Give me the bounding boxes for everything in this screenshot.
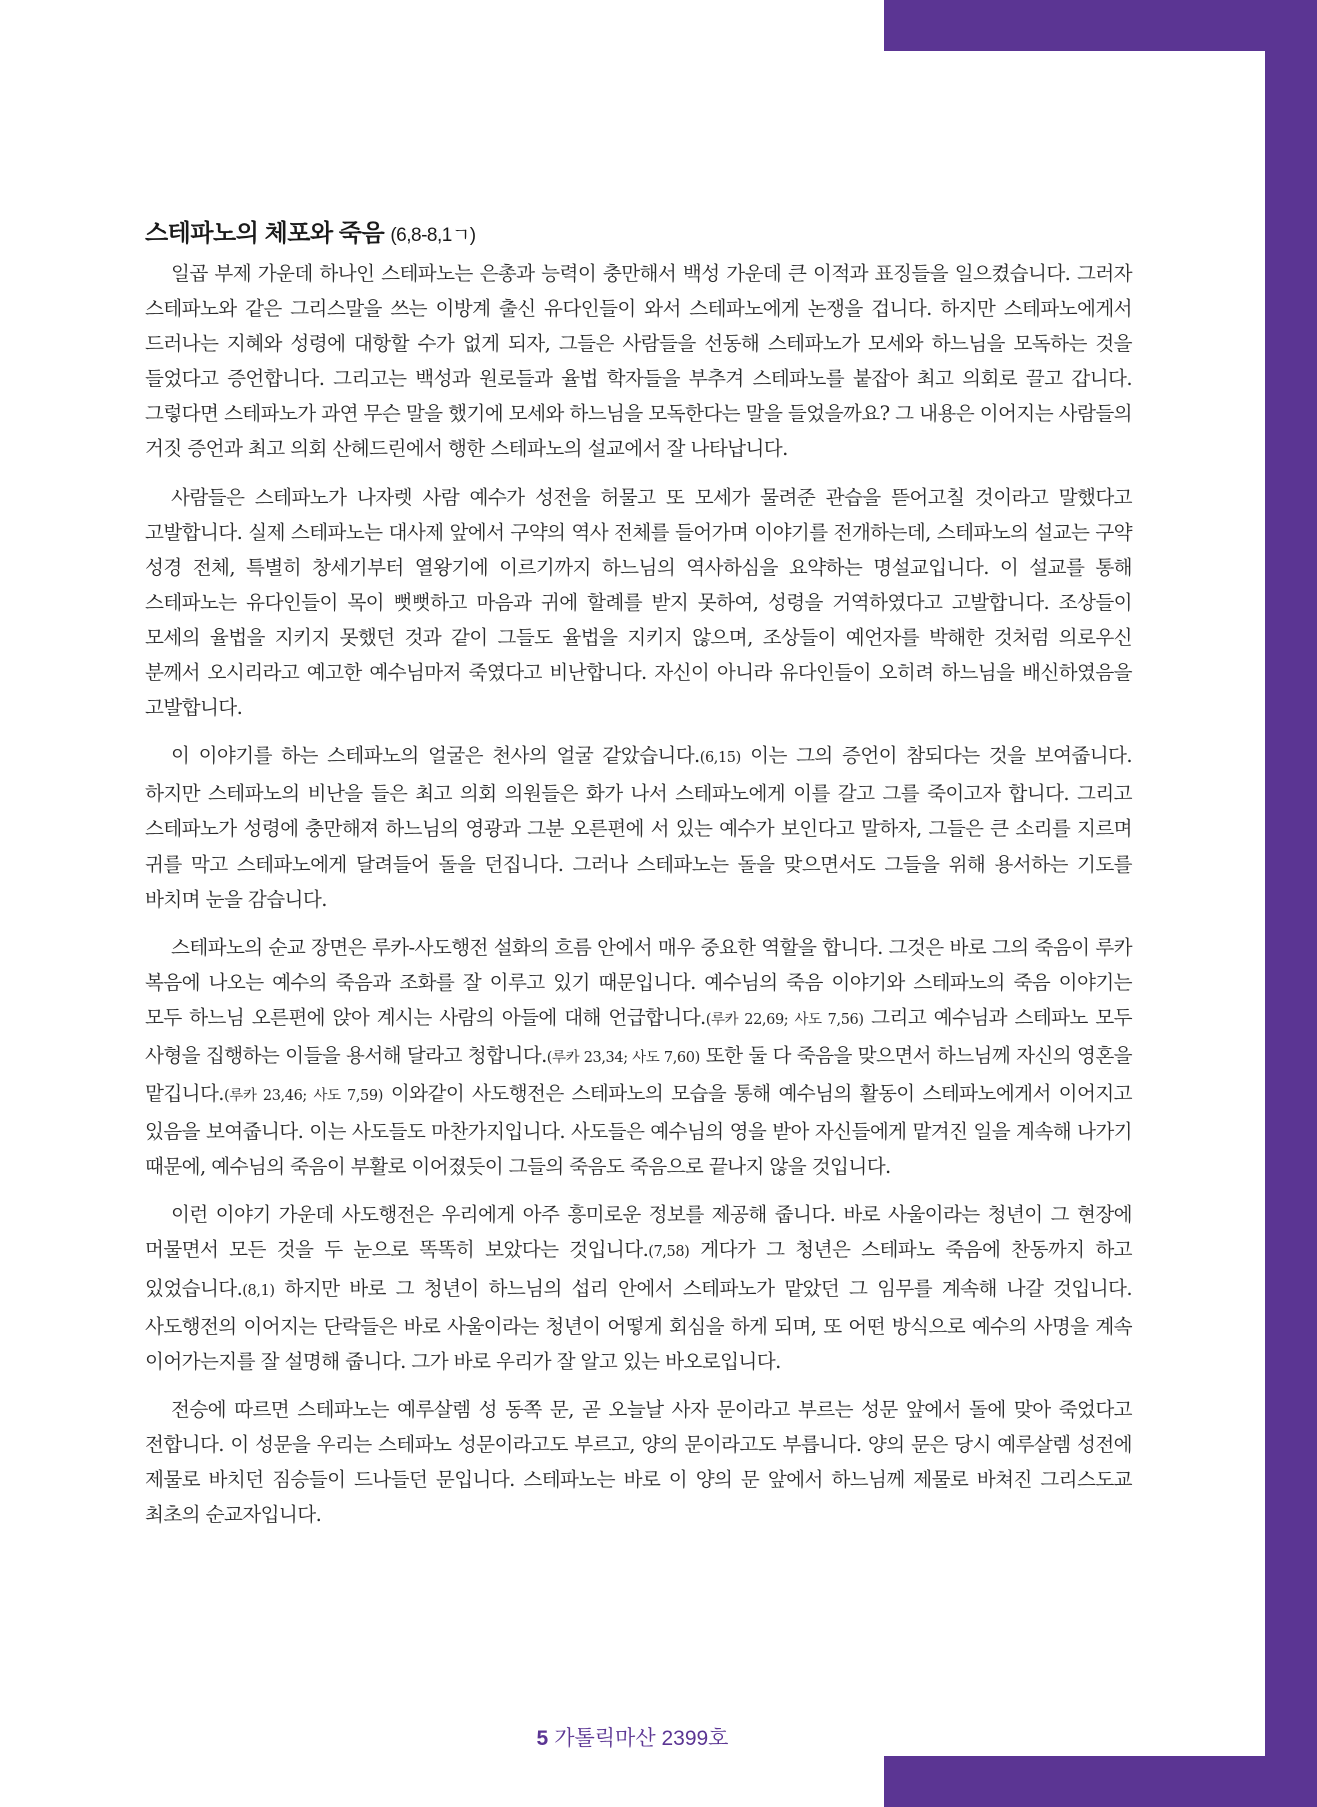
right-accent-band	[1265, 0, 1317, 1807]
paragraph-4-text-c: 또한 둘 다 죽음을 맞으면서 하느님께 자신의 영혼을 맡깁니다.	[145, 1043, 1132, 1106]
citation: (루카 23,34; 사도 7,60)	[546, 1049, 700, 1066]
citation: (7,58)	[648, 1244, 690, 1261]
paragraph-4-text-b: 그리고 예수님과 스테파노 모두 사형을 집행하는 이들을 용서해 달라고 청합니다.	[145, 1005, 1132, 1067]
paragraph-4	[145, 930, 1132, 1185]
paragraph-5-text-a: 이런 이야기 가운데 사도행전은 우리에게 아주 흥미로운 정보를 제공해 줍니다. 바로 사울이라는 청년이 그 현장에 머물면서 모든 것을 두 눈으로 똑똑히 보았다는 것입니다.	[145, 1203, 1132, 1262]
citation: (루카 23,46; 사도 7,59)	[223, 1088, 383, 1105]
paragraph-2: 사람들은 스테파노가 나자렛 사람 예수가 성전을 허물고 또 모세가 물려준 관습을 뜯어고칠 것이라고 말했다고 고발합니다. 실제 스테파노는 대사제 앞에서 구약의 역사 전체를 들어가며 이야기를 전개하는데, 스테파노의 설교는 구약 성경 전체, 특별히 창세기부터 열왕기에 이르기까지 하느님의 역사하심을 요약하는 명설교입니다. 이 설교를 통해 스테파노는 유다인들이 목이 뻣뻣하고 마음과 귀에 할례를 받지 못하여, 성령을 거역하였다고 고발합니다. 조상들이 모세의 율법을 지키지 못했던 것과 같이 그들도 율법을 지키지 않으며, 조상들이 예언자를 박해한 것처럼 의로우신 분께서 오시리라고 예고한 예수님마저 죽였다고 비난합니다. 자신이 아니라 유다인들이 오히려 하느님을 배신하였음을 고발합니다.	[145, 485, 1132, 720]
section-reference: (6,8-8,1ㄱ)	[390, 225, 476, 246]
paragraph-3	[145, 738, 1132, 916]
citation: (6,15)	[699, 750, 741, 767]
paragraph-5	[145, 1197, 1132, 1378]
paragraph-1: 일곱 부제 가운데 하나인 스테파노는 은총과 능력이 충만해서 백성 가운데 큰 이적과 표징들을 일으켰습니다. 그러자 스테파노와 같은 그리스말을 쓰는 이방계 출신 유다인들이 와서 스테파노에게 논쟁을 겁니다. 하지만 스테파노에게서 드러나는 지혜와 성령에 대항할 수가 없게 되자, 그들은 사람들을 선동해 스테파노가 모세와 하느님을 모독하는 것을 들었다고 증언합니다. 그리고는 백성과 원로들과 율법 학자들을 부추겨 스테파노를 붙잡아 최고 의회로 끌고 갑니다. 그렇다면 스테파노가 과연 무슨 말을 했기에 모세와 하느님을 모독한다는 말을 들었을까요? 그 내용은 이어지는 사람들의 거짓 증언과 최고 의회 산헤드린에서 행한 스테파노의 설교에서 잘 나타납니다.	[145, 262, 1132, 461]
paragraph-4-text-a: 스테파노의 순교 장면은 루카-사도행전 설화의 흐름 안에서 매우 중요한 역할을 합니다. 그것은 바로 그의 죽음이 루카 복음에 나오는 예수의 죽음과 조화를 잘 이루고 있기 때문입니다. 예수님의 죽음 이야기와 스테파노의 죽음 이야기는 모두 하느님 오른편에 앉아 계시는 사람의 아들에 대해 언급합니다.	[145, 935, 1132, 1029]
section-heading	[145, 213, 1132, 248]
paragraph-6: 전승에 따르면 스테파노는 예루살렘 성 동쪽 문, 곧 오늘날 사자 문이라고 부르는 성문 앞에서 돌에 맞아 죽었다고 전합니다. 이 성문을 우리는 스테파노 성문이라고도 부르고, 양의 문이라고도 부릅니다. 양의 문은 당시 예루살렘 성전에 제물로 바치던 짐승들이 드나들던 문입니다. 스테파노는 바로 이 양의 문 앞에서 하느님께 제물로 바쳐진 그리스도교 최초의 순교자입니다.	[145, 1397, 1132, 1527]
paragraph-3-text-b: 이는 그의 증언이 참되다는 것을 보여줍니다. 하지만 스테파노의 비난을 들은 최고 의회 의원들은 화가 나서 스테파노에게 이를 갈고 그를 죽이고자 합니다. 그리고 스테파노가 성령에 충만해져 하느님의 영광과 그분 오른편에 서 있는 예수가 보인다고 말하자, 그들은 큰 소리를 지르며 귀를 막고 스테파노에게 달려들어 돌을 던집니다. 그러나 스테파노는 돌을 맞으면서도 그들을 위해 용서하는 기도를 바치며 눈을 감습니다.	[145, 744, 1133, 911]
citation: (8,1)	[242, 1282, 275, 1299]
page-footer	[0, 1722, 1265, 1752]
bottom-accent-band	[884, 1756, 1317, 1807]
paragraph-4-text-d: 이와같이 사도행전은 스테파노의 모습을 통해 예수님의 활동이 스테파노에게서 이어지고 있음을 보여줍니다. 이는 사도들도 마찬가지입니다. 사도들은 예수님의 영을 받아 자신들에게 맡겨진 일을 계속해 나가기 때문에, 예수님의 죽음이 부활로 이어졌듯이 그들의 죽음도 죽음으로 끝나지 않을 것입니다.	[145, 1082, 1132, 1179]
citation: (루카 22,69; 사도 7,56)	[705, 1011, 864, 1028]
section-title: 스테파노의 체포와 죽음	[145, 220, 385, 247]
article	[145, 213, 1132, 1545]
top-accent-band	[884, 0, 1317, 51]
paragraph-5-text-c: 하지만 바로 그 청년이 하느님의 섭리 안에서 스테파노가 맡았던 그 임무를 계속해 나갈 것입니다. 사도행전의 이어지는 단락들은 바로 사울이라는 청년이 어떻게 회심을 하게 되며, 또 어떤 방식으로 예수의 사명을 계속 이어가는지를 잘 설명해 줍니다. 그가 바로 우리가 잘 알고 있는 바오로입니다.	[145, 1276, 1132, 1373]
paragraph-5-text-b: 게다가 그 청년은 스테파노 죽음에 찬동까지 하고 있었습니다.	[145, 1238, 1132, 1300]
publication-name: 가톨릭마산 2399호	[554, 1727, 729, 1750]
paragraph-3-text-a: 이 이야기를 하는 스테파노의 얼굴은 천사의 얼굴 같았습니다.	[171, 744, 700, 768]
page-number: 5	[536, 1727, 549, 1750]
